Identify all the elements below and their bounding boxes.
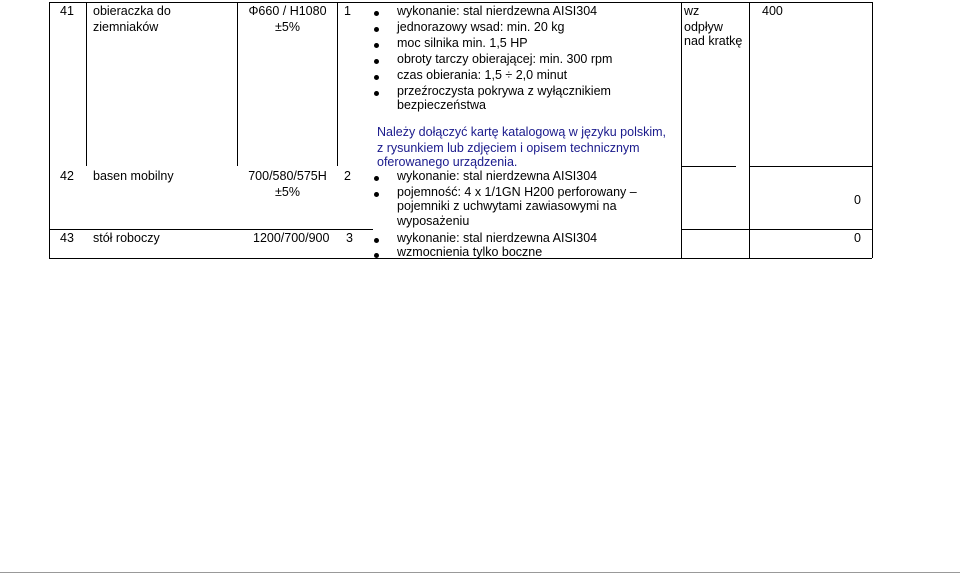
row-43-quantity: 3	[346, 231, 353, 245]
bullet-icon	[374, 43, 379, 48]
row-41-spec-3: moc silnika min. 1,5 HP	[397, 36, 528, 50]
table-border-left	[49, 2, 50, 258]
col-divider	[337, 2, 338, 166]
row-41-number: 41	[60, 4, 74, 18]
bullet-icon	[374, 91, 379, 96]
row-41-quantity: 1	[344, 4, 351, 18]
row-41-name-line-1: obieraczka do	[93, 4, 171, 18]
row-42-quantity: 2	[344, 169, 351, 183]
bullet-icon	[374, 192, 379, 197]
row-41-spec-4: obroty tarczy obierającej: min. 300 rpm	[397, 52, 613, 66]
row-41-name-line-2: ziemniaków	[93, 20, 159, 34]
row-41-spec-7: bezpieczeństwa	[397, 98, 486, 112]
row-42-power: 0	[854, 193, 861, 207]
row-42-dims-line-2: ±5%	[275, 185, 300, 199]
col-divider	[749, 2, 750, 258]
row-42-spec-1: wykonanie: stal nierdzewna AISI304	[397, 169, 598, 183]
col-divider	[86, 2, 87, 166]
row-43-number: 43	[60, 231, 74, 245]
row-separator	[749, 166, 872, 167]
row-42-spec-3: pojemniki z uchwytami zawiasowymi na	[397, 199, 617, 213]
row-separator	[681, 166, 736, 167]
row-41-power: 400	[762, 4, 783, 18]
bullet-icon	[374, 27, 379, 32]
row-41-note-line-2: z rysunkiem lub zdjęciem i opisem technicznym	[377, 141, 640, 155]
row-41-spec-1: wykonanie: stal nierdzewna AISI304	[397, 4, 598, 18]
row-43-spec-2: wzmocnienia tylko boczne	[397, 245, 543, 259]
row-41-spec-2: jednorazowy wsad: min. 20 kg	[397, 20, 565, 34]
row-43-spec-1: wykonanie: stal nierdzewna AISI304	[397, 231, 598, 245]
row-43-power: 0	[854, 231, 861, 245]
col-divider	[681, 2, 682, 258]
col-divider	[237, 2, 238, 166]
row-41-dims-line-1: Φ660 / H1080	[248, 4, 327, 18]
row-41-spec-6: przeźroczysta pokrywa z wyłącznikiem	[397, 84, 611, 98]
row-41-drain-line-3: nad kratkę	[684, 34, 743, 48]
row-41-spec-5: czas obierania: 1,5 ÷ 2,0 minut	[397, 68, 568, 82]
page-edge-line	[0, 572, 960, 573]
bullet-icon	[374, 59, 379, 64]
bullet-icon	[374, 176, 379, 181]
row-43-name: stół roboczy	[93, 231, 160, 245]
row-separator	[681, 229, 872, 230]
table-border-right	[872, 2, 873, 258]
row-42-name: basen mobilny	[93, 169, 174, 183]
bullet-icon	[374, 75, 379, 80]
row-41-dims-line-2: ±5%	[275, 20, 300, 34]
row-42-number: 42	[60, 169, 74, 183]
bullet-icon	[374, 238, 379, 243]
row-41-drain-line-1: wz	[684, 4, 700, 18]
row-41-note-line-1: Należy dołączyć kartę katalogową w języku polskim,	[377, 125, 667, 139]
bullet-icon	[374, 11, 379, 16]
bullet-icon	[374, 253, 379, 258]
row-41-drain-line-2: odpływ	[684, 20, 723, 34]
row-42-spec-2: pojemność: 4 x 1/1GN H200 perforowany –	[397, 185, 637, 199]
row-42-spec-4: wyposażeniu	[397, 214, 470, 228]
row-43-dims: 1200/700/900	[253, 231, 330, 245]
row-42-dims-line-1: 700/580/575H	[248, 169, 327, 183]
row-41-note-line-3: oferowanego urządzenia.	[377, 155, 518, 169]
